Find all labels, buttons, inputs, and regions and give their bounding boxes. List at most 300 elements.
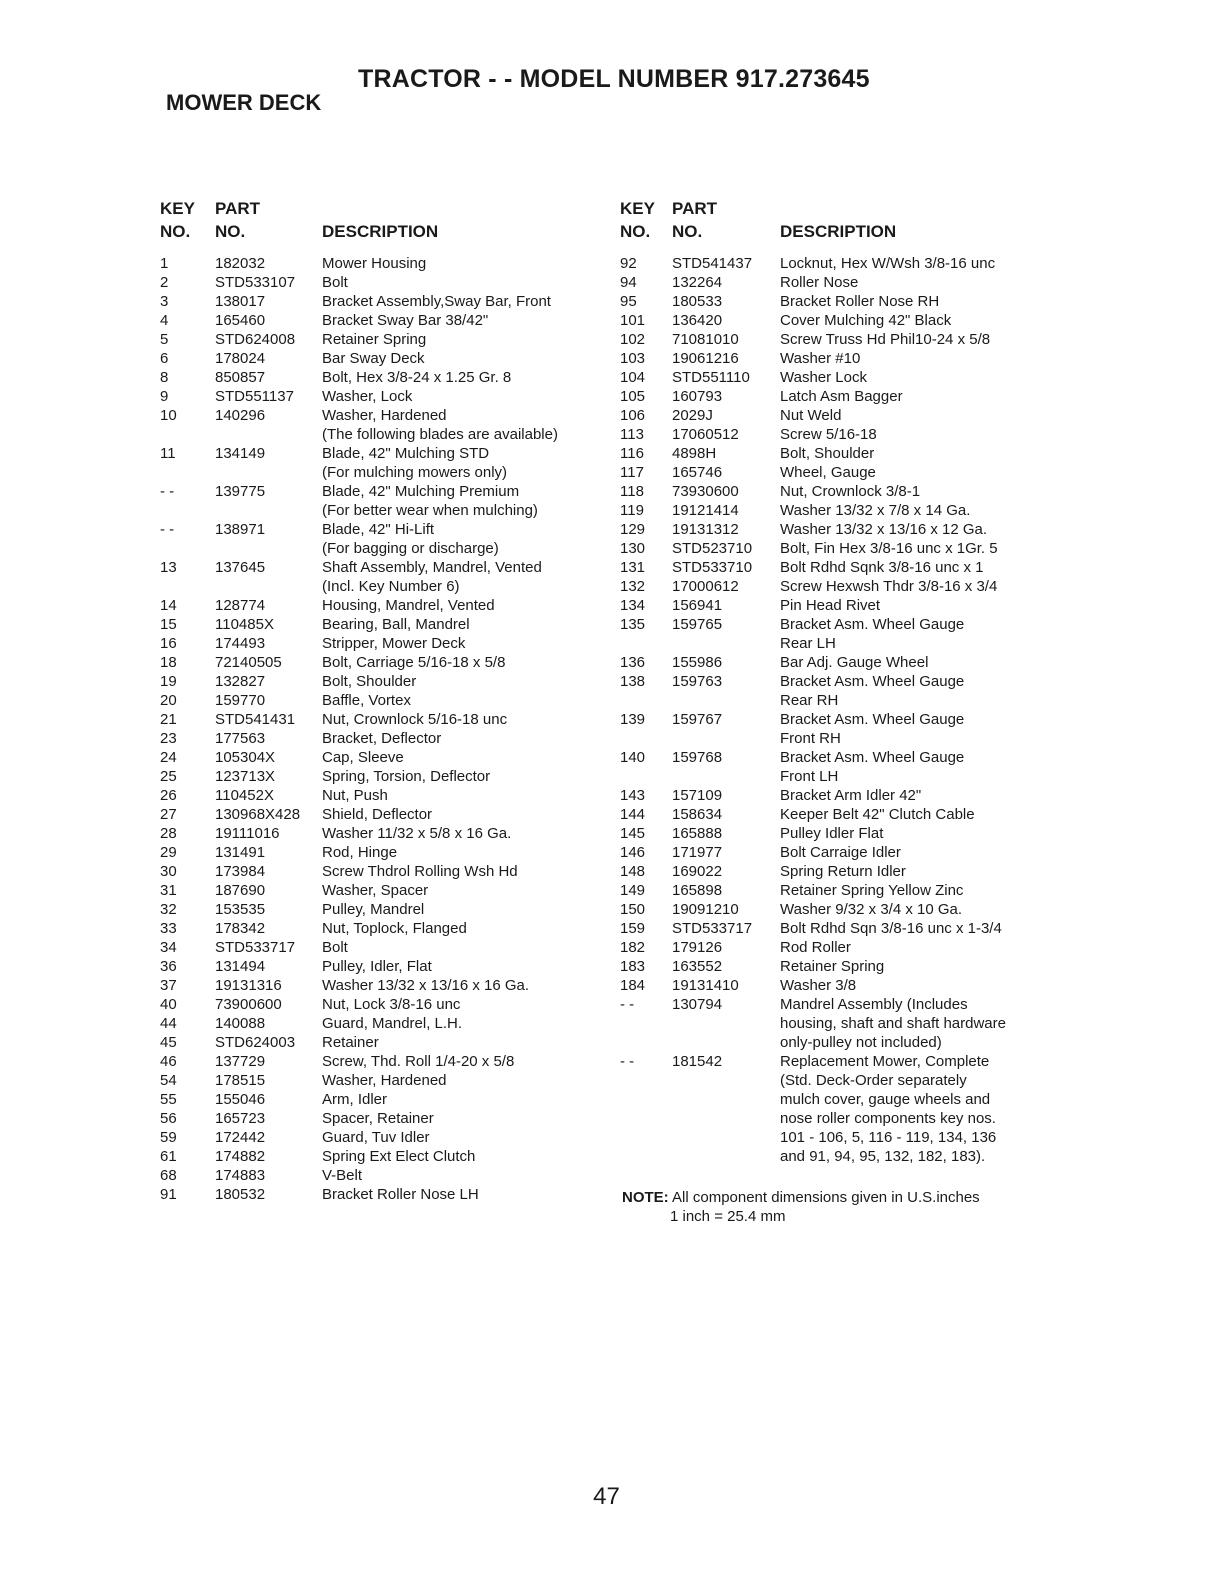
parts-rows-left (160, 254, 610, 1204)
part-description: Retainer (322, 1034, 379, 1051)
part-number: 131491 (215, 844, 266, 861)
part-description: Washer 3/8 (780, 977, 857, 994)
part-number: 178342 (215, 920, 266, 937)
part-number: 2029J (672, 407, 713, 424)
part-description: Nut, Push (322, 787, 388, 804)
table-row (620, 957, 1060, 976)
key-number: 20 (160, 692, 177, 709)
key-number: 113 (620, 426, 644, 443)
part-number: 130794 (672, 996, 723, 1013)
table-row (620, 862, 1060, 881)
part-description: Bracket Assembly,Sway Bar, Front (322, 293, 551, 310)
part-number: 128774 (215, 597, 266, 614)
table-row (160, 824, 610, 843)
table-row (620, 1014, 1060, 1033)
table-row (160, 520, 610, 539)
key-number: 6 (160, 350, 169, 367)
table-row (620, 444, 1060, 463)
table-row (160, 786, 610, 805)
key-number: 40 (160, 996, 177, 1013)
part-description: (For mulching mowers only) (322, 464, 508, 481)
part-number: 140296 (215, 407, 266, 424)
key-number: - - (620, 996, 635, 1013)
part-description: Pulley, Idler, Flat (322, 958, 432, 975)
table-row (620, 748, 1060, 767)
key-number: 14 (160, 597, 177, 614)
part-number: STD533717 (215, 939, 296, 956)
part-description: (The following blades are available) (322, 426, 558, 443)
key-header-line2: NO. (160, 222, 191, 241)
table-row (620, 1033, 1060, 1052)
key-number: 36 (160, 958, 177, 975)
key-number: 95 (620, 293, 637, 310)
key-number: 182 (620, 939, 646, 956)
part-description: Washer 13/32 x 13/16 x 16 Ga. (322, 977, 530, 994)
key-number: 33 (160, 920, 177, 937)
part-number: 134149 (215, 445, 266, 462)
part-description: Bar Adj. Gauge Wheel (780, 654, 929, 671)
part-description: Washer 13/32 x 13/16 x 12 Ga. (780, 521, 988, 538)
table-row (620, 1071, 1060, 1090)
key-number: 68 (160, 1167, 177, 1184)
part-description: Bolt, Shoulder (780, 445, 875, 462)
key-number: 2 (160, 274, 169, 291)
key-number: 119 (620, 502, 644, 519)
part-description: Bracket Asm. Wheel Gauge (780, 616, 965, 633)
table-row (160, 330, 610, 349)
part-number: STD523710 (672, 540, 753, 557)
part-description: V-Belt (322, 1167, 363, 1184)
table-row (160, 634, 610, 653)
table-row (160, 976, 610, 995)
table-row (620, 1090, 1060, 1109)
table-row (160, 805, 610, 824)
part-description: Roller Nose (780, 274, 859, 291)
key-number: 32 (160, 901, 177, 918)
key-number: 159 (620, 920, 646, 937)
part-description: Retainer Spring (780, 958, 885, 975)
table-row (620, 482, 1060, 501)
description-header: DESCRIPTION (780, 222, 897, 241)
key-number: 11 (160, 445, 176, 462)
table-row (160, 1166, 610, 1185)
part-number: 19111016 (215, 825, 280, 842)
table-row (620, 729, 1060, 748)
key-number: 104 (620, 369, 646, 386)
part-number: 187690 (215, 882, 266, 899)
key-number: 21 (160, 711, 177, 728)
part-number: 165746 (672, 464, 723, 481)
part-number: 159763 (672, 673, 723, 690)
table-row (620, 406, 1060, 425)
table-row (620, 1052, 1060, 1071)
part-number: 155046 (215, 1091, 266, 1108)
table-row (160, 1033, 610, 1052)
part-description: Bracket Asm. Wheel Gauge (780, 711, 965, 728)
part-description: Retainer Spring (322, 331, 427, 348)
part-number: 19061216 (672, 350, 739, 367)
part-description: only-pulley not included) (780, 1034, 942, 1051)
key-header-line2: NO. (620, 222, 651, 241)
part-number: 172442 (215, 1129, 266, 1146)
table-row (160, 1147, 610, 1166)
part-number: 123713X (215, 768, 276, 785)
part-number: 178515 (215, 1072, 266, 1089)
part-description: Spring Return Idler (780, 863, 906, 880)
parts-table-right (620, 196, 1060, 1166)
part-number: 165898 (672, 882, 723, 899)
table-row (620, 805, 1060, 824)
table-row (160, 311, 610, 330)
key-number: 183 (620, 958, 646, 975)
part-description: Replacement Mower, Complete (780, 1053, 990, 1070)
note-text: All component dimensions given in U.S.inches (672, 1189, 980, 1206)
part-description: Bracket Sway Bar 38/42" (322, 312, 489, 329)
part-description: Blade, 42" Mulching STD (322, 445, 490, 462)
table-row (160, 406, 610, 425)
page-title: TRACTOR - - MODEL NUMBER 917.273645 (358, 65, 870, 93)
key-number: 27 (160, 806, 177, 823)
part-description: Blade, 42" Mulching Premium (322, 483, 520, 500)
key-number: 28 (160, 825, 177, 842)
key-number: 140 (620, 749, 646, 766)
table-row (620, 881, 1060, 900)
part-number: 180533 (672, 293, 723, 310)
part-number: 105304X (215, 749, 276, 766)
part-number: 165460 (215, 312, 266, 329)
part-description: Bolt Rdhd Sqnk 3/8-16 unc x 1 (780, 559, 984, 576)
part-description: Shield, Deflector (322, 806, 433, 823)
key-number: 138 (620, 673, 646, 690)
part-description: Spring Ext Elect Clutch (322, 1148, 476, 1165)
table-row (620, 349, 1060, 368)
key-number: 18 (160, 654, 177, 671)
part-description: Mower Housing (322, 255, 427, 272)
key-number: 8 (160, 369, 169, 386)
table-row (620, 520, 1060, 539)
part-description: Nut, Lock 3/8-16 unc (322, 996, 461, 1013)
part-description: Baffle, Vortex (322, 692, 411, 709)
part-number: 137729 (215, 1053, 266, 1070)
key-number: 44 (160, 1015, 177, 1032)
part-number: 156941 (672, 597, 723, 614)
key-number: 135 (620, 616, 646, 633)
part-description: and 91, 94, 95, 132, 182, 183). (780, 1148, 986, 1165)
part-description: housing, shaft and shaft hardware (780, 1015, 1006, 1032)
table-row (160, 919, 610, 938)
part-description: Nut, Toplock, Flanged (322, 920, 467, 937)
part-description: Bolt Rdhd Sqn 3/8-16 unc x 1-3/4 (780, 920, 1002, 937)
part-description: Front LH (780, 768, 839, 785)
table-row (620, 786, 1060, 805)
part-description: Washer #10 (780, 350, 861, 367)
part-header-line1: PART (672, 199, 718, 218)
part-description: Bracket Asm. Wheel Gauge (780, 749, 965, 766)
table-row (620, 995, 1060, 1014)
part-number: STD533710 (672, 559, 753, 576)
table-row (620, 463, 1060, 482)
part-number: 72140505 (215, 654, 282, 671)
part-header-line1: PART (215, 199, 261, 218)
key-number: 13 (160, 559, 177, 576)
table-row (160, 501, 610, 520)
key-number: 91 (160, 1186, 177, 1203)
table-row (160, 881, 610, 900)
part-description: Bracket Roller Nose RH (780, 293, 940, 310)
key-number: 146 (620, 844, 646, 861)
part-description: Guard, Mandrel, L.H. (322, 1015, 463, 1032)
table-row (160, 862, 610, 881)
part-description: Washer, Spacer (322, 882, 429, 899)
part-description: Stripper, Mower Deck (322, 635, 466, 652)
part-description: Washer, Hardened (322, 407, 447, 424)
part-description: 101 - 106, 5, 116 - 119, 134, 136 (780, 1129, 997, 1146)
part-number: 158634 (672, 806, 723, 823)
parts-table-left (160, 196, 610, 1204)
table-row (620, 387, 1060, 406)
part-number: 138017 (215, 293, 266, 310)
part-number: STD551110 (672, 369, 750, 386)
part-description: Rod, Hinge (322, 844, 398, 861)
table-row (160, 767, 610, 786)
part-number: 131494 (215, 958, 266, 975)
part-number: 19091210 (672, 901, 739, 918)
table-row (620, 634, 1060, 653)
part-number: 173984 (215, 863, 266, 880)
table-row (620, 1109, 1060, 1128)
table-header (620, 196, 1060, 246)
table-row (160, 615, 610, 634)
key-number: 129 (620, 521, 646, 538)
table-row (620, 1128, 1060, 1147)
part-number: STD533107 (215, 274, 296, 291)
part-description: Bearing, Ball, Mandrel (322, 616, 470, 633)
part-number: 850857 (215, 369, 266, 386)
part-number: 19131312 (672, 521, 739, 538)
key-number: 139 (620, 711, 646, 728)
key-number: 15 (160, 616, 177, 633)
part-description: Bolt, Shoulder (322, 673, 417, 690)
part-number: 159765 (672, 616, 723, 633)
part-number: 73930600 (672, 483, 739, 500)
part-description: Rod Roller (780, 939, 851, 956)
table-row (160, 463, 610, 482)
key-number: 102 (620, 331, 646, 348)
part-description: Washer, Lock (322, 388, 413, 405)
table-row (620, 653, 1060, 672)
part-number: STD624008 (215, 331, 296, 348)
key-number: 54 (160, 1072, 177, 1089)
table-row (620, 254, 1060, 273)
part-number: 17000612 (672, 578, 739, 595)
part-number: 181542 (672, 1053, 723, 1070)
table-row (620, 691, 1060, 710)
note-label: NOTE: (622, 1189, 669, 1206)
key-number: 130 (620, 540, 646, 557)
part-number: 155986 (672, 654, 723, 671)
table-row (160, 1014, 610, 1033)
table-row (620, 767, 1060, 786)
key-number: 150 (620, 901, 646, 918)
table-row (160, 425, 610, 444)
table-row (160, 729, 610, 748)
part-number: 159767 (672, 711, 723, 728)
part-description: Cover Mulching 42" Black (780, 312, 952, 329)
key-number: 55 (160, 1091, 177, 1108)
part-number: 139775 (215, 483, 266, 500)
part-description: Bracket, Deflector (322, 730, 442, 747)
part-description: Bolt Carraige Idler (780, 844, 901, 861)
table-row (160, 900, 610, 919)
table-row (160, 1109, 610, 1128)
key-number: 23 (160, 730, 177, 747)
part-description: Locknut, Hex W/Wsh 3/8-16 unc (780, 255, 996, 272)
key-number: 31 (160, 882, 177, 899)
part-description: (For better wear when mulching) (322, 502, 538, 519)
page-number: 47 (593, 1483, 620, 1510)
key-number: - - (620, 1053, 635, 1070)
key-number: 46 (160, 1053, 177, 1070)
part-number: 140088 (215, 1015, 266, 1032)
part-description: Pulley, Mandrel (322, 901, 425, 918)
table-row (620, 558, 1060, 577)
table-row (620, 672, 1060, 691)
table-row (160, 292, 610, 311)
key-number: 59 (160, 1129, 177, 1146)
table-row (160, 349, 610, 368)
part-description: Bracket Arm Idler 42" (780, 787, 922, 804)
table-row (160, 748, 610, 767)
part-header-line2: NO. (672, 222, 703, 241)
key-number: 184 (620, 977, 646, 994)
key-number: 117 (620, 464, 644, 481)
part-description: Bracket Asm. Wheel Gauge (780, 673, 965, 690)
part-header-line2: NO. (215, 222, 246, 241)
part-description: (Incl. Key Number 6) (322, 578, 460, 595)
table-row (620, 311, 1060, 330)
part-number: 165723 (215, 1110, 266, 1127)
part-description: Bar Sway Deck (322, 350, 425, 367)
table-row (620, 596, 1060, 615)
part-description: Pulley Idler Flat (780, 825, 884, 842)
table-row (160, 368, 610, 387)
part-number: 132827 (215, 673, 266, 690)
part-description: Pin Head Rivet (780, 597, 881, 614)
key-number: 25 (160, 768, 177, 785)
key-number: 19 (160, 673, 177, 690)
table-row (620, 615, 1060, 634)
part-number: 163552 (672, 958, 723, 975)
part-description: Screw Truss Hd Phil10-24 x 5/8 (780, 331, 991, 348)
table-row (160, 1090, 610, 1109)
key-number: 143 (620, 787, 646, 804)
key-number: 149 (620, 882, 646, 899)
part-description: Keeper Belt 42" Clutch Cable (780, 806, 975, 823)
part-description: Front RH (780, 730, 841, 747)
part-number: 180532 (215, 1186, 266, 1203)
part-number: 136420 (672, 312, 723, 329)
part-description: Screw Hexwsh Thdr 3/8-16 x 3/4 (780, 578, 998, 595)
part-number: 130968X428 (215, 806, 301, 823)
part-description: Blade, 42" Hi-Lift (322, 521, 435, 538)
table-row (620, 577, 1060, 596)
table-row (160, 938, 610, 957)
key-number: 103 (620, 350, 646, 367)
key-number: 106 (620, 407, 646, 424)
key-number: 105 (620, 388, 646, 405)
table-row (620, 368, 1060, 387)
table-row (620, 919, 1060, 938)
table-row (620, 330, 1060, 349)
part-description: Bracket Roller Nose LH (322, 1186, 479, 1203)
part-description: Bolt, Carriage 5/16-18 x 5/8 (322, 654, 506, 671)
part-number: 169022 (672, 863, 723, 880)
key-number: 24 (160, 749, 177, 766)
part-number: 179126 (672, 939, 723, 956)
part-description: (Std. Deck-Order separately (780, 1072, 967, 1089)
key-number: 131 (620, 559, 646, 576)
table-row (620, 710, 1060, 729)
table-row (160, 596, 610, 615)
part-description: Screw Thdrol Rolling Wsh Hd (322, 863, 518, 880)
part-number: STD624003 (215, 1034, 296, 1051)
key-number: 116 (620, 445, 644, 462)
table-header (160, 196, 610, 246)
part-number: 171977 (672, 844, 723, 861)
part-description: Screw 5/16-18 (780, 426, 877, 443)
key-number: 101 (620, 312, 646, 329)
dimensions-note (622, 1188, 980, 1226)
key-number: 4 (160, 312, 169, 329)
key-number: 145 (620, 825, 646, 842)
part-number: 71081010 (672, 331, 739, 348)
part-description: Nut, Crownlock 5/16-18 unc (322, 711, 508, 728)
part-number: 110485X (215, 616, 274, 633)
table-row (620, 292, 1060, 311)
key-number: 16 (160, 635, 177, 652)
key-number: 5 (160, 331, 169, 348)
key-number: 37 (160, 977, 177, 994)
part-description: Spring, Torsion, Deflector (322, 768, 491, 785)
part-description: Rear LH (780, 635, 836, 652)
parts-rows-right (620, 254, 1060, 1166)
table-row (160, 482, 610, 501)
table-row (160, 957, 610, 976)
part-number: 159770 (215, 692, 266, 709)
key-number: 9 (160, 388, 169, 405)
key-number: 34 (160, 939, 177, 956)
section-title: MOWER DECK (166, 90, 322, 115)
key-number: 30 (160, 863, 177, 880)
note-conversion: 1 inch = 25.4 mm (670, 1208, 786, 1225)
part-number: 153535 (215, 901, 266, 918)
part-number: 174493 (215, 635, 266, 652)
part-description: Bolt (322, 274, 348, 291)
table-row (160, 843, 610, 862)
part-number: 157109 (672, 787, 723, 804)
table-row (620, 900, 1060, 919)
part-number: 178024 (215, 350, 266, 367)
key-number: 61 (160, 1148, 177, 1165)
part-number: 4898H (672, 445, 717, 462)
part-number: 159768 (672, 749, 723, 766)
table-row (620, 425, 1060, 444)
key-number: - - (160, 483, 175, 500)
key-number: 45 (160, 1034, 177, 1051)
table-row (160, 387, 610, 406)
table-row (160, 254, 610, 273)
key-number: 29 (160, 844, 177, 861)
